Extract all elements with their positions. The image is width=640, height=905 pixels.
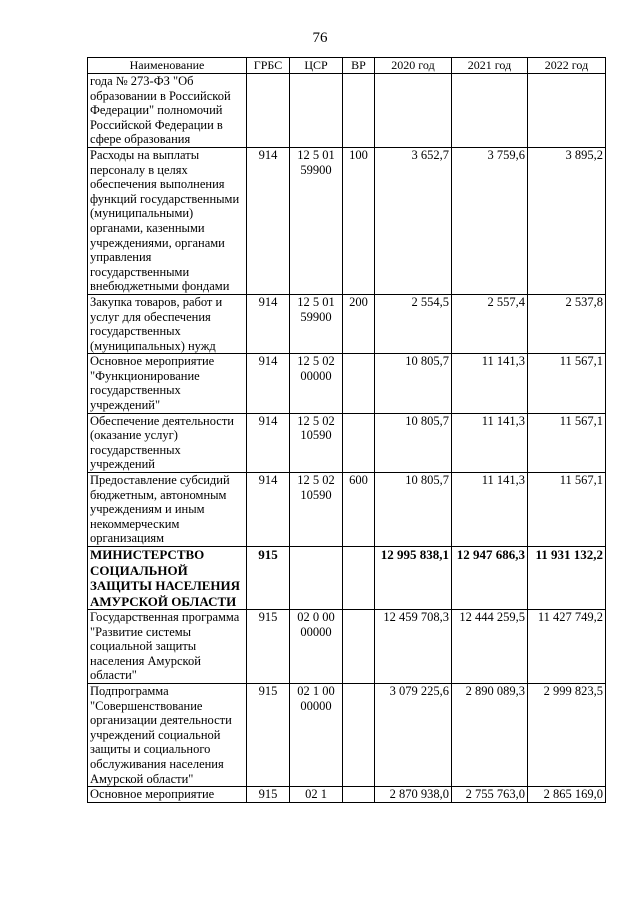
table-row bbox=[88, 610, 606, 684]
table-row bbox=[88, 74, 606, 148]
cell-csr: 02 0 00 00000 bbox=[290, 610, 343, 684]
cell-2020: 10 805,7 bbox=[375, 473, 452, 547]
table-row bbox=[88, 473, 606, 547]
cell-csr: 12 5 02 10590 bbox=[290, 473, 343, 547]
cell-vr bbox=[343, 547, 375, 610]
cell-2021: 11 141,3 bbox=[452, 354, 528, 413]
cell-2021 bbox=[452, 74, 528, 148]
cell-grbs: 914 bbox=[247, 413, 290, 472]
cell-grbs: 914 bbox=[247, 294, 290, 353]
cell-csr: 02 1 bbox=[290, 787, 343, 803]
cell-name: Закупка товаров, работ и услуг для обеспечения государственных (муниципальных) нужд bbox=[88, 294, 247, 353]
cell-2020: 2 554,5 bbox=[375, 294, 452, 353]
cell-grbs: 914 bbox=[247, 147, 290, 294]
cell-grbs: 914 bbox=[247, 473, 290, 547]
cell-2022: 11 567,1 bbox=[528, 354, 606, 413]
table-row bbox=[88, 147, 606, 294]
table-row bbox=[88, 547, 606, 610]
cell-2021: 11 141,3 bbox=[452, 473, 528, 547]
cell-2022 bbox=[528, 74, 606, 148]
header-vr: ВР bbox=[343, 58, 375, 74]
cell-2022: 2 865 169,0 bbox=[528, 787, 606, 803]
cell-2020: 10 805,7 bbox=[375, 413, 452, 472]
cell-csr: 12 5 02 00000 bbox=[290, 354, 343, 413]
cell-2021: 3 759,6 bbox=[452, 147, 528, 294]
cell-2020: 2 870 938,0 bbox=[375, 787, 452, 803]
table-row bbox=[88, 787, 606, 803]
table-row bbox=[88, 354, 606, 413]
cell-2020: 12 459 708,3 bbox=[375, 610, 452, 684]
header-2021: 2021 год bbox=[452, 58, 528, 74]
cell-2020: 10 805,7 bbox=[375, 354, 452, 413]
cell-2021: 12 947 686,3 bbox=[452, 547, 528, 610]
header-row bbox=[88, 58, 606, 74]
cell-csr: 12 5 01 59900 bbox=[290, 147, 343, 294]
cell-name: Обеспечение деятельности (оказание услуг) государственных учреждений bbox=[88, 413, 247, 472]
cell-name: Государственная программа "Развитие системы социальной защиты населения Амурской области" bbox=[88, 610, 247, 684]
cell-csr bbox=[290, 547, 343, 610]
cell-vr bbox=[343, 787, 375, 803]
cell-2021: 2 890 089,3 bbox=[452, 683, 528, 786]
table-row bbox=[88, 683, 606, 786]
cell-grbs bbox=[247, 74, 290, 148]
table-row bbox=[88, 413, 606, 472]
cell-vr bbox=[343, 610, 375, 684]
cell-2021: 12 444 259,5 bbox=[452, 610, 528, 684]
cell-grbs: 914 bbox=[247, 354, 290, 413]
cell-vr: 600 bbox=[343, 473, 375, 547]
cell-name: года № 273-ФЗ "Об образовании в Российской Федерации" полномочий Российской Федерации в сфере образования bbox=[88, 74, 247, 148]
cell-vr: 100 bbox=[343, 147, 375, 294]
cell-2020: 3 079 225,6 bbox=[375, 683, 452, 786]
cell-csr: 12 5 02 10590 bbox=[290, 413, 343, 472]
cell-grbs: 915 bbox=[247, 787, 290, 803]
cell-vr bbox=[343, 413, 375, 472]
cell-2022: 2 537,8 bbox=[528, 294, 606, 353]
cell-name: Предоставление субсидий бюджетным, автономным учреждениям и иным некоммерческим организациям bbox=[88, 473, 247, 547]
cell-2022: 3 895,2 bbox=[528, 147, 606, 294]
cell-2020: 3 652,7 bbox=[375, 147, 452, 294]
cell-grbs: 915 bbox=[247, 610, 290, 684]
cell-2022: 11 931 132,2 bbox=[528, 547, 606, 610]
page-number: 76 bbox=[312, 30, 328, 46]
cell-grbs: 915 bbox=[247, 547, 290, 610]
cell-2021: 2 557,4 bbox=[452, 294, 528, 353]
header-csr: ЦСР bbox=[290, 58, 343, 74]
cell-name: МИНИСТЕРСТВО СОЦИАЛЬНОЙ ЗАЩИТЫ НАСЕЛЕНИЯ АМУРСКОЙ ОБЛАСТИ bbox=[88, 547, 247, 610]
cell-name: Основное мероприятие bbox=[88, 787, 247, 803]
header-2022: 2022 год bbox=[528, 58, 606, 74]
cell-2022: 11 567,1 bbox=[528, 473, 606, 547]
cell-2021: 2 755 763,0 bbox=[452, 787, 528, 803]
cell-2022: 2 999 823,5 bbox=[528, 683, 606, 786]
cell-csr: 02 1 00 00000 bbox=[290, 683, 343, 786]
cell-grbs: 915 bbox=[247, 683, 290, 786]
cell-vr: 200 bbox=[343, 294, 375, 353]
cell-name: Расходы на выплаты персоналу в целях обеспечения выполнения функций государственными (муниципальными) органами, казенными учреждениями, органами управления государственными внебюджетными фондами bbox=[88, 147, 247, 294]
cell-2022: 11 567,1 bbox=[528, 413, 606, 472]
cell-name: Подпрограмма "Совершенствование организации деятельности учреждений социальной защиты и социального обслуживания населения Амурской области" bbox=[88, 683, 247, 786]
cell-vr bbox=[343, 683, 375, 786]
cell-name: Основное мероприятие "Функционирование государственных учреждений" bbox=[88, 354, 247, 413]
cell-2020 bbox=[375, 74, 452, 148]
cell-vr bbox=[343, 74, 375, 148]
header-grbs: ГРБС bbox=[247, 58, 290, 74]
header-2020: 2020 год bbox=[375, 58, 452, 74]
cell-2020: 12 995 838,1 bbox=[375, 547, 452, 610]
header-name: Наименование bbox=[88, 58, 247, 74]
budget-table bbox=[87, 57, 606, 803]
cell-vr bbox=[343, 354, 375, 413]
table-row bbox=[88, 294, 606, 353]
cell-2022: 11 427 749,2 bbox=[528, 610, 606, 684]
cell-csr: 12 5 01 59900 bbox=[290, 294, 343, 353]
cell-csr bbox=[290, 74, 343, 148]
cell-2021: 11 141,3 bbox=[452, 413, 528, 472]
